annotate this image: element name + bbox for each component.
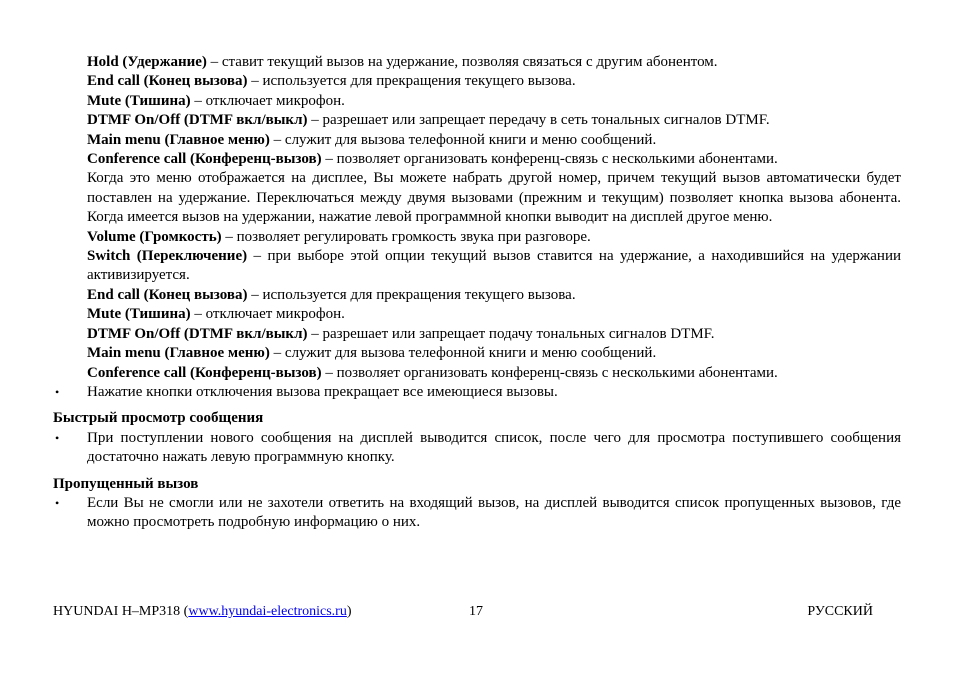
- menu-item-volume: [53, 228, 901, 247]
- item-desc: – разрешает или запрещает передачу в сеть тональных сигналов DTMF.: [307, 112, 770, 129]
- bullet-item-end-all: [53, 383, 901, 402]
- item-desc: – отключает микрофон.: [190, 92, 345, 109]
- menu-item-mute: [53, 92, 901, 111]
- item-term: End call (Конец вызова): [87, 286, 248, 303]
- item-term: DTMF On/Off (DTMF вкл/выкл): [87, 325, 308, 342]
- menu-item-conference-2: [53, 364, 901, 383]
- menu-item-end-call: [53, 72, 901, 91]
- item-term: Mute (Тишина): [87, 306, 191, 323]
- item-desc: – позволяет организовать конференц-связь с несколькими абонентами.: [321, 364, 778, 381]
- menu-item-mute-2: [53, 305, 901, 324]
- page-number: 17: [469, 604, 483, 619]
- bullet-text: При поступлении нового сообщения на дисплей выводится список, после чего для просмотра поступившего сообщения достаточно нажать левую программную кнопку.: [87, 429, 901, 466]
- item-term: Hold (Удержание): [87, 54, 207, 70]
- item-term: Mute (Тишина): [87, 92, 191, 109]
- menu-item-main-menu-2: [53, 344, 901, 363]
- item-term: End call (Конец вызова): [87, 73, 248, 90]
- footer-model-text: HYUNDAI H–MP318 (: [53, 604, 189, 619]
- item-desc: – служит для вызова телефонной книги и меню сообщений.: [269, 345, 657, 362]
- item-desc: – отключает микрофон.: [190, 306, 345, 323]
- item-term: Switch (Переключение): [87, 248, 248, 265]
- item-term: DTMF On/Off (DTMF вкл/выкл): [87, 112, 308, 129]
- bullet-text: Нажатие кнопки отключения вызова прекращает все имеющиеся вызовы.: [87, 383, 558, 400]
- item-desc: – при выборе этой опции текущий вызов ставится на удержание, а находившийся на удержании активизируется.: [87, 248, 901, 284]
- item-term: Conference call (Конференц-вызов): [87, 151, 322, 168]
- item-desc: – используется для прекращения текущего вызова.: [247, 286, 576, 303]
- footer-paren: ): [346, 604, 352, 619]
- bullet-icon: •: [55, 495, 60, 510]
- item-term: Conference call (Конференц-вызов): [87, 364, 322, 381]
- bullet-icon: •: [55, 430, 60, 445]
- website-link[interactable]: www.hyundai-electronics.ru: [188, 604, 347, 619]
- section-heading-quick-view: Быстрый просмотр сообщения: [53, 410, 264, 427]
- footer-model: [53, 604, 352, 620]
- item-desc: – служит для вызова телефонной книги и меню сообщений.: [269, 131, 657, 148]
- item-term: Main menu (Главное меню): [87, 131, 270, 148]
- menu-item-main-menu: [53, 131, 901, 150]
- menu-item-hold: [53, 53, 901, 72]
- item-desc: – разрешает или запрещает подачу тональных сигналов DTMF.: [307, 325, 715, 342]
- section-heading-missed-call: Пропущенный вызов: [53, 475, 199, 492]
- menu-item-end-call-2: [53, 286, 901, 305]
- item-desc: – позволяет организовать конференц-связь с несколькими абонентами.: [321, 151, 778, 168]
- conference-paragraph: Когда это меню отображается на дисплее, Вы можете набрать другой номер, причем текущий вызов автоматически будет поставлен на удержание. Переключаться между двумя вызовами (прежним и текущим) позволяет кнопка вызова абонента. Когда имеется вызов на удержании, нажатие левой программной кнопки выводит на дисплей другое меню.: [87, 170, 901, 226]
- item-desc: – используется для прекращения текущего вызова.: [247, 73, 576, 90]
- document-body: [53, 53, 901, 533]
- menu-item-dtmf-2: [53, 325, 901, 344]
- item-desc: – позволяет регулировать громкость звука при разговоре.: [221, 228, 591, 245]
- menu-item-switch: [53, 247, 901, 286]
- bullet-icon: •: [55, 384, 60, 399]
- bullet-item-quick-view: [53, 429, 901, 468]
- item-desc: – ставит текущий вызов на удержание, позволяя связаться с другим абонентом.: [206, 54, 718, 70]
- page-footer: [53, 604, 873, 624]
- menu-item-dtmf: [53, 111, 901, 130]
- bullet-item-missed-call: [53, 494, 901, 533]
- footer-language: РУССКИЙ: [807, 604, 873, 619]
- menu-item-conference: [53, 150, 901, 169]
- item-term: Main menu (Главное меню): [87, 345, 270, 362]
- bullet-text: Если Вы не смогли или не захотели ответить на входящий вызов, на дисплей выводится список пропущенных вызовов, где можно просмотреть подробную информацию о них.: [87, 494, 901, 531]
- item-term: Volume (Громкость): [87, 228, 222, 245]
